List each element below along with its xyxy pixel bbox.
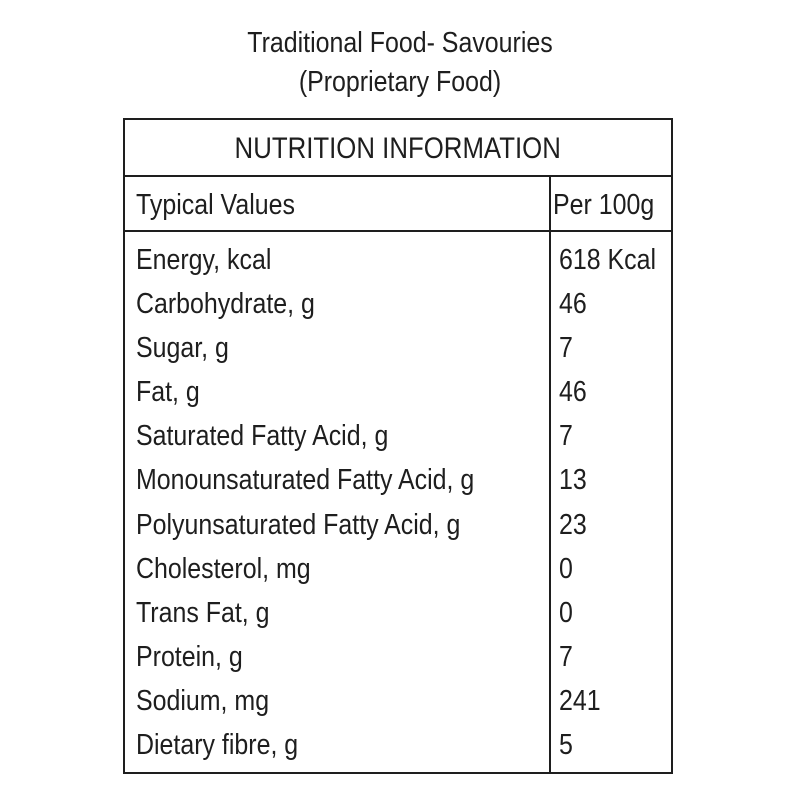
table-row: [125, 547, 671, 591]
table-row: [125, 238, 671, 282]
nutrient-label: Sugar, g: [136, 332, 229, 365]
table-row: [125, 635, 671, 679]
nutrient-value: 0: [559, 552, 573, 585]
nutrient-value: 241: [559, 684, 601, 717]
page-title: Traditional Food- Savouries: [247, 27, 553, 59]
nutrient-label: Carbohydrate, g: [136, 288, 315, 321]
nutrient-label: Fat, g: [136, 376, 200, 409]
nutrient-value: 5: [559, 729, 573, 762]
table-row: [125, 370, 671, 414]
nutrient-value: 0: [559, 596, 573, 629]
table-row: [125, 503, 671, 547]
page-subtitle: (Proprietary Food): [298, 66, 502, 98]
nutrient-label: Saturated Fatty Acid, g: [136, 420, 389, 453]
nutrient-label: Dietary fibre, g: [136, 729, 299, 762]
nutrient-value: 23: [559, 508, 587, 541]
table-body: [125, 238, 671, 767]
nutrient-value: 7: [559, 640, 573, 673]
nutrient-label: Sodium, mg: [136, 684, 270, 717]
nutrient-value: 46: [559, 288, 587, 321]
nutrient-label: Polyunsaturated Fatty Acid, g: [136, 508, 461, 541]
nutrient-value: 618 Kcal: [559, 244, 657, 276]
table-row: [125, 326, 671, 370]
nutrient-value: 46: [559, 376, 587, 409]
nutrient-value: 13: [559, 464, 587, 497]
table-row: [125, 414, 671, 458]
nutrition-table-title-text: NUTRITION INFORMATION: [234, 132, 562, 165]
nutrition-table-title: [125, 120, 671, 177]
nutrient-label: Monounsaturated Fatty Acid, g: [136, 464, 475, 497]
table-row: [125, 723, 671, 767]
table-row: [125, 458, 671, 502]
nutrient-value: 7: [559, 420, 573, 453]
table-row: [125, 282, 671, 326]
nutrient-label: Energy, kcal: [136, 244, 272, 276]
nutrient-label: Protein, g: [136, 640, 243, 673]
table-row: [125, 679, 671, 723]
column-header-typical-values: Typical Values: [136, 189, 295, 221]
nutrient-label: Cholesterol, mg: [136, 552, 311, 585]
nutrition-table: [123, 118, 673, 774]
column-header-per-100g: Per 100g: [553, 189, 655, 221]
nutrient-value: 7: [559, 332, 573, 365]
table-row: [125, 591, 671, 635]
nutrient-label: Trans Fat, g: [136, 596, 270, 629]
table-header-row: [125, 177, 671, 232]
